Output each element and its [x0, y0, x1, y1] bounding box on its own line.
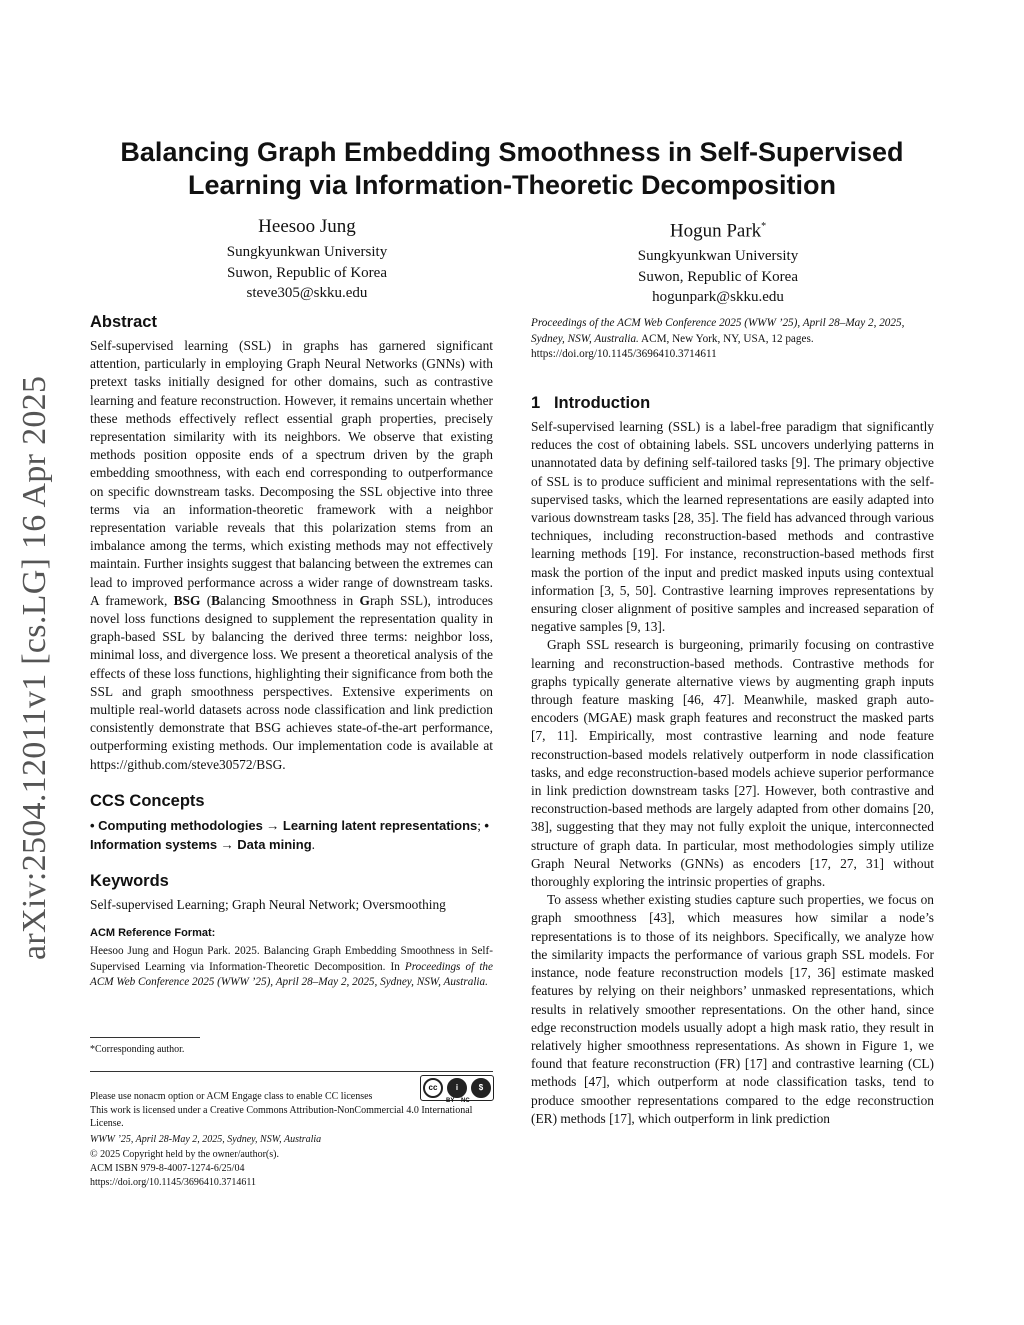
author-name: Heesoo Jung: [258, 216, 356, 237]
acm-reference-text: Heesoo Jung and Hogun Park. 2025. Balancing Graph Embedding Smoothness in Self-Supervised Learning via Information-Theoretic Decomposition. In Proceedings of the ACM Web Conference 2025 (WWW ’25), April 28–May 2, 2025, Sydney, NSW, Australia.: [90, 945, 493, 989]
author-location: Suwon, Republic of Korea: [638, 268, 798, 285]
corresponding-mark: *: [761, 221, 767, 232]
copyright-line: © 2025 Copyright held by the owner/author(s).: [90, 1149, 279, 1161]
left-column: [90, 311, 493, 991]
acm-reference-continuation: Proceedings of the ACM Web Conference 2025 (WWW ’25), April 28–May 2, 2025, Sydney, NSW, Australia. ACM, New York, NY, USA, 12 pages. https://doi.org/10.1145/3696410.3714611: [531, 317, 905, 361]
author-name: Hogun Park*: [669, 220, 767, 242]
paper-title: Balancing Graph Embedding Smoothness in Self-Supervised Learning via Information-Theoretic Decomposition: [120, 137, 904, 200]
license-doi-link[interactable]: https://doi.org/10.1145/3696410.3714611: [90, 1176, 257, 1188]
keywords-text: Self-supervised Learning; Graph Neural Network; Oversmoothing: [90, 896, 446, 912]
acm-reference-heading: ACM Reference Format:: [90, 927, 216, 940]
intro-paragraph-2: Graph SSL research is burgeoning, primarily focusing on contrastive learning and reconstruction-based methods. Contrastive methods for graphs typically generate alternative views by augmenting graph inputs through feature masking [46, 47]. Meanwhile, masked graph auto-encoders (MGAE) mask graph features and reconstruct the masked parts [7, 11]. Empirically, most contrastive learning and node feature reconstruction-based models relatively outperform in node classification tasks, and edge reconstruction-based models achieve superior performance in link prediction downstream tasks [27]. However, both contrastive and reconstruction-based methods are largely adapted from other domains [20, 38], suggesting that they may not fully exploit the unique, interconnected structure of graph data. In particular, most methodologies simply utilize Graph Neural Networks (GNNs) as encoders [17, 27, 31] without thoroughly exploring the intrinsic properties of graphs.: [531, 637, 934, 890]
license-rule: [90, 1071, 493, 1072]
abstract-text: Self-supervised learning (SSL) in graphs has garnered significant attention, particularly in employing Graph Neural Networks (GNNs) with pretext tasks initially designed for other domains, such as contrastive learning and feature reconstruction. However, it remains uncertain whether these methods effectively reflect essential graph properties, precisely representation similarity with its neighbors. We observe that existing methods position opposite ends of a spectrum driven by the graph embedding smoothness, with each end corresponding to outperformance on specific downstream tasks. Decomposing the SSL objective into three terms via an information-theoretic framework with a neighbor representation variable reveals that this polarization stems from an imbalance among the terms, which existing methods may not effectively maintain. Further insights suggest that balancing between the extremes can lead to improved performance across a wider range of downstream tasks. A framework, BSG (Balancing Smoothness in Graph SSL), introduces novel loss functions designed to supplement the representation quality in graph-based SSL by balancing the derived three terms: neighbor loss, minimal loss, and divergence loss. We present a theoretical analysis of the effects of these loss functions, highlighting their significance from both the SSL and graph smoothness perspectives. Extensive experiments on multiple real-world datasets across node classification and link prediction consistently demonstrate that BSG achieves state-of-the-art performance, outperforming existing methods. Our implementation code is available at https://github.com/steve30572/BSG.: [90, 338, 493, 772]
author-email: hogunpark@skku.edu: [652, 289, 784, 306]
license-text: This work is licensed under a Creative Commons Attribution-NonCommercial 4.0 International License.: [90, 1104, 473, 1130]
abstract-heading: Abstract: [90, 313, 157, 331]
by-icon: i: [447, 1078, 467, 1098]
license-note: Please use nonacm option or ACM Engage class to enable CC licenses: [90, 1091, 373, 1102]
right-column: [531, 392, 934, 1128]
arxiv-identifier: arXiv:2504.12011v1 [cs.LG] 16 Apr 2025: [16, 375, 53, 960]
ccs-concepts: • Computing methodologies → Learning latent representations; • Information systems → Data mining.: [90, 817, 489, 852]
author-block-2: [558, 214, 878, 308]
author-affiliation: Sungkyunkwan University: [226, 244, 388, 260]
cc-badge-labels: BY NC: [446, 1098, 470, 1104]
nc-icon: $: [471, 1078, 491, 1098]
footnote-rule: [90, 1037, 200, 1038]
footnote: *Corresponding author.: [90, 1044, 185, 1055]
author-email: steve305@skku.edu: [246, 285, 368, 301]
author-location: Suwon, Republic of Korea: [227, 264, 387, 281]
keywords-heading: Keywords: [90, 871, 169, 890]
license-block: [90, 1090, 493, 1189]
cc-icon: cc: [423, 1078, 443, 1098]
ccs-heading: CCS Concepts: [90, 791, 205, 810]
intro-paragraph-1: Self-supervised learning (SSL) is a label-free paradigm that significantly reduces the cost of obtaining labels. SSL uncovers underlying patterns in unannotated data by defining self-tailored tasks [9]. The primary objective of SSL is to produce sufficient and minimal representations with the self-supervised tasks, which the learned representations are easily adapted into various downstream tasks [28, 35]. The field has advanced through various techniques, including reconstruction-based methods and contrastive learning methods [19]. For instance, reconstruction-based methods first mask the portion of the input and predict masked inputs using contextual information [3, 5, 50]. Contrastive learning improves representations by ensuring closer alignment of positive samples and increased separation of negative samples [9, 13].: [531, 419, 934, 635]
intro-paragraph-3: To assess whether existing studies capture such properties, we focus on graph smoothness [43], which measures how similar a node’s representations is to those of its neighbors. Specifically, we analyze how the similarity impacts the performance of various graph SSL models. For instance, node feature reconstruction models [17, 36] estimate masked features by relying on their neighbors’ unmasked representations, which results in relatively smoother representations. On the other hand, since edge reconstruction models usually adopt a high mask ratio, they result in relatively higher smoothness representations. As shown in Figure 1, we found that feature reconstruction (FR) [17] and contrastive learning (CL) methods [47], which outperform at node classification tasks, tend to produce smoother representations compared to the edge reconstruction (ER) methods [17], which outperform in link prediction: [531, 892, 934, 1126]
introduction-heading: 1 Introduction: [531, 394, 651, 412]
author-affiliation: Sungkyunkwan University: [637, 248, 799, 265]
conference-line: WWW ’25, April 28-May 2, 2025, Sydney, NSW, Australia: [90, 1133, 322, 1145]
isbn-line: ACM ISBN 979-8-4007-1274-6/25/04: [90, 1162, 245, 1174]
author-block-1: [147, 214, 467, 304]
acm-doi-link[interactable]: https://doi.org/10.1145/3696410.3714611: [531, 348, 717, 361]
